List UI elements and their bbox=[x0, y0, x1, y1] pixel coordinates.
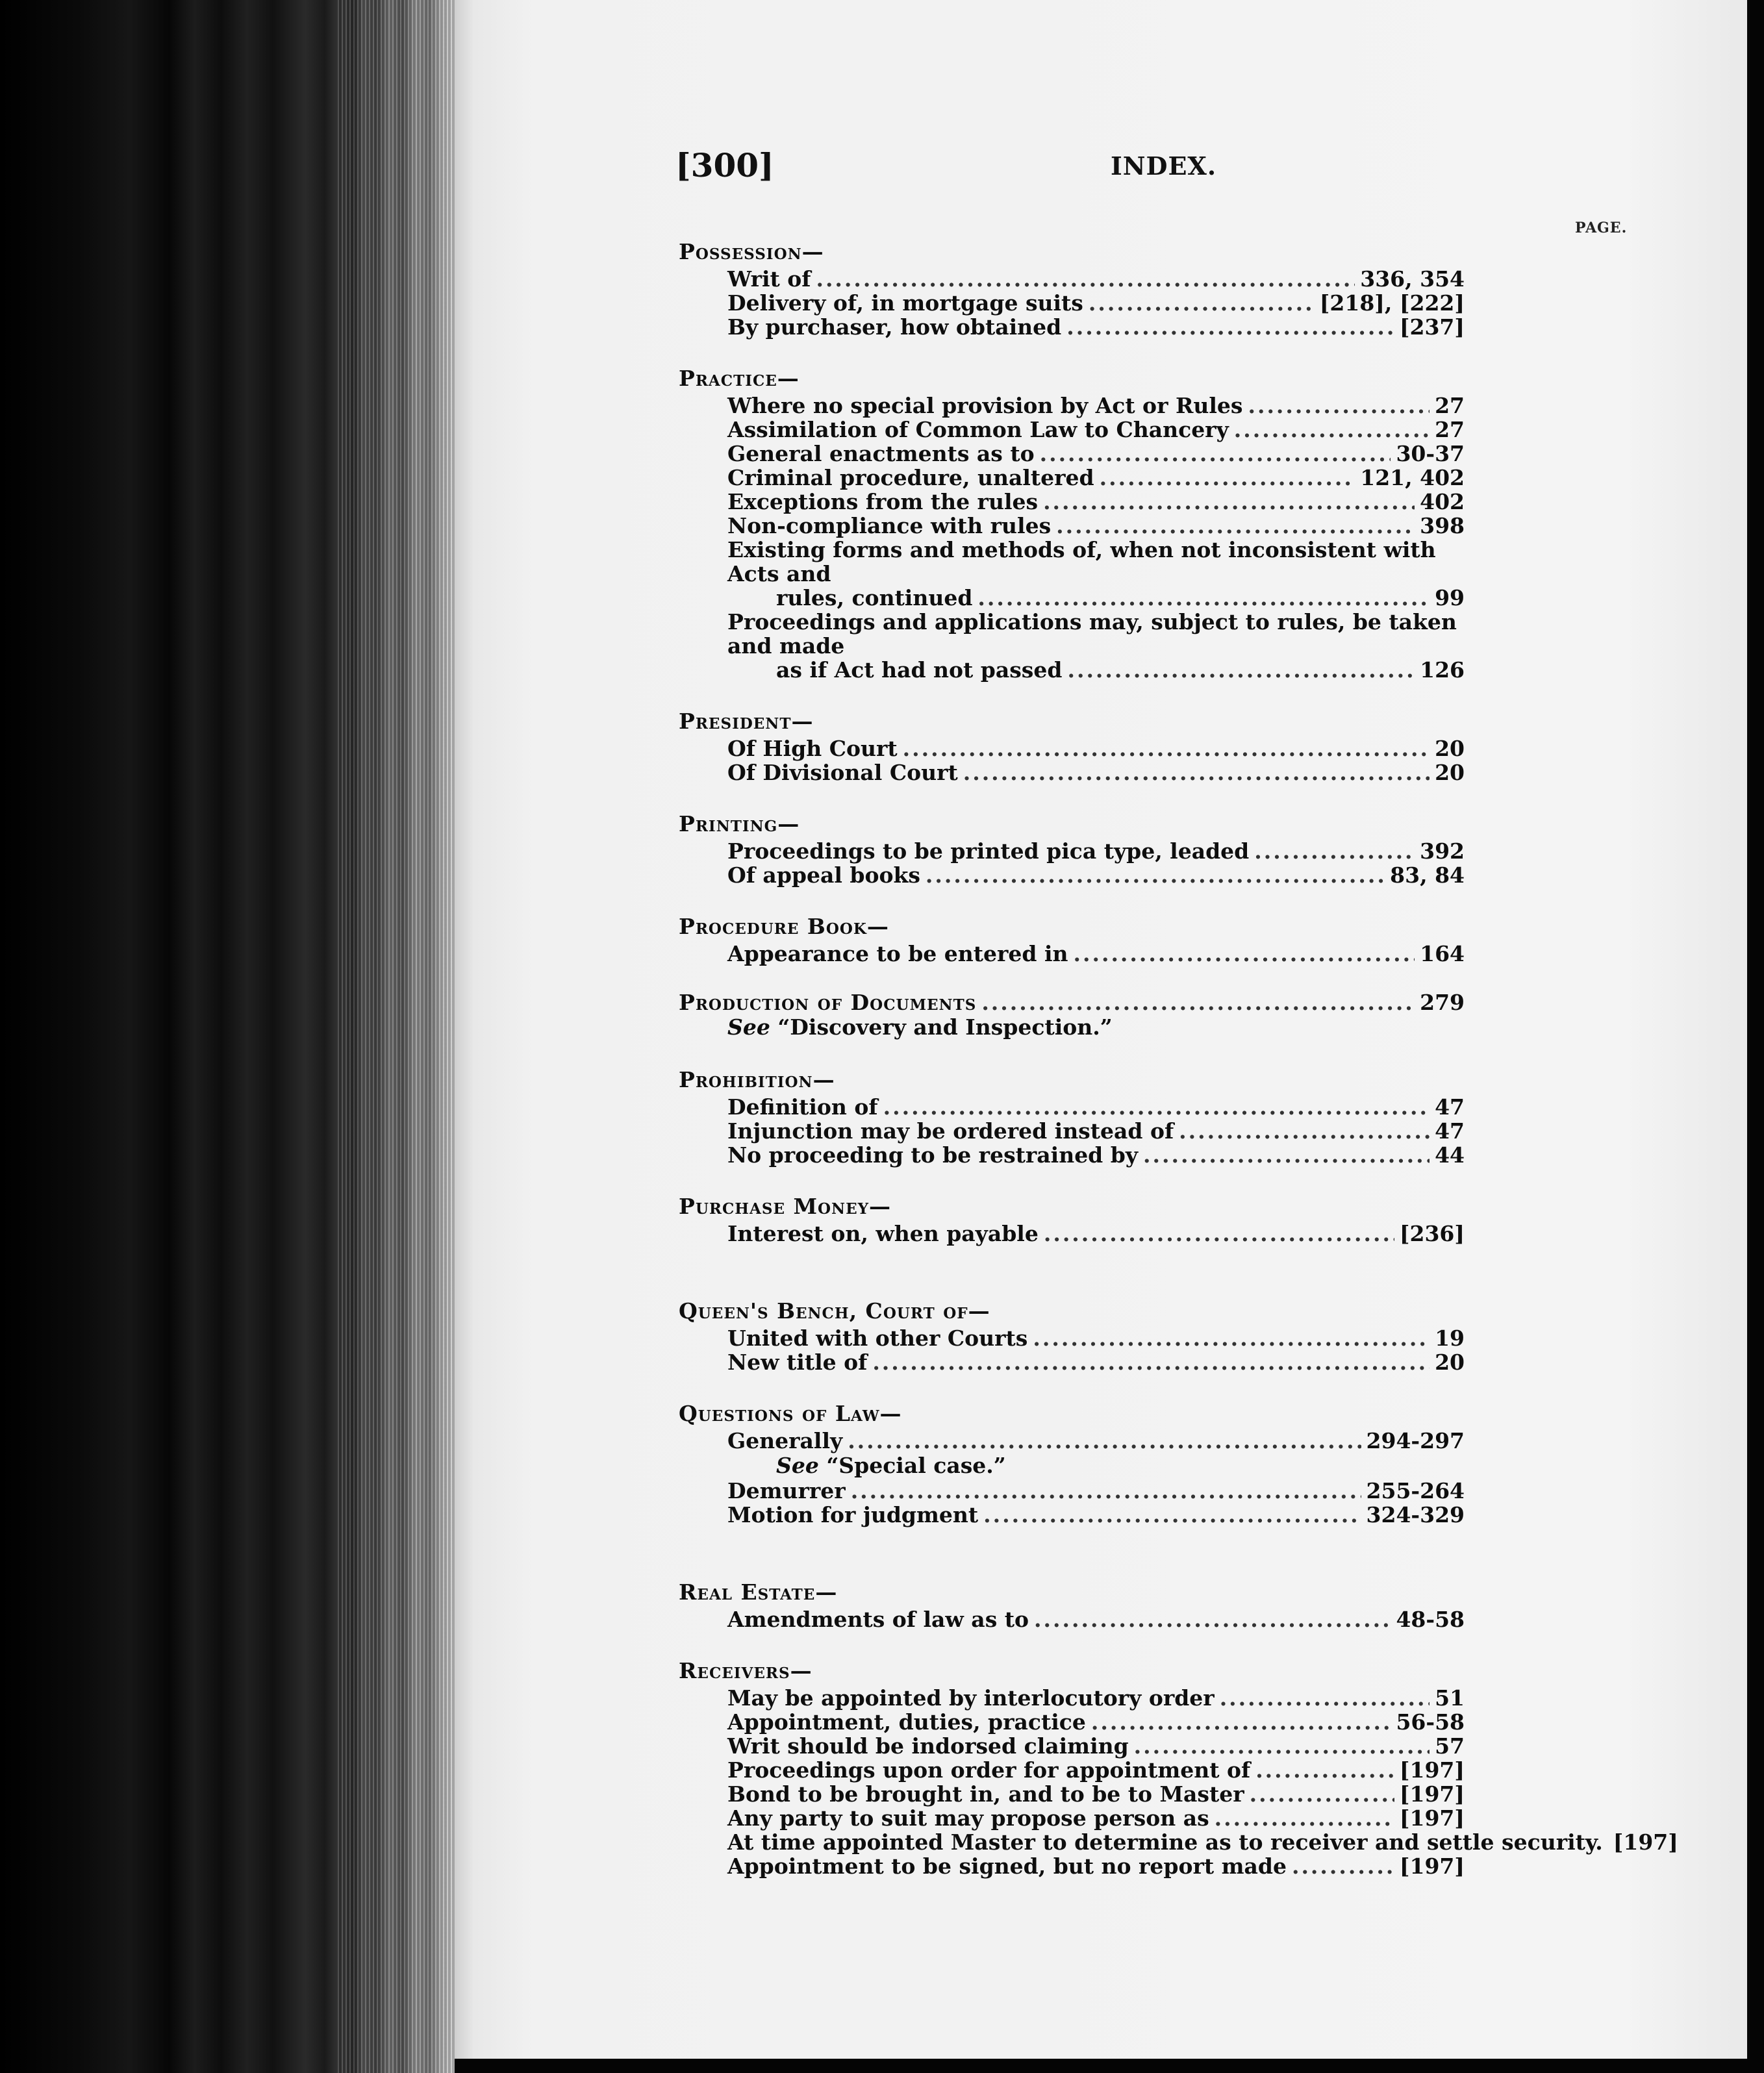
entry-page: [197] bbox=[1399, 1805, 1465, 1831]
entry-text: Appearance to be entered in bbox=[727, 941, 1068, 966]
book-spine-edge bbox=[0, 0, 455, 2073]
section-possession bbox=[679, 237, 1465, 339]
entry-page: [197] bbox=[1399, 1781, 1465, 1807]
section-heading: President— bbox=[679, 709, 814, 734]
section-printing bbox=[679, 809, 1465, 887]
index-entry bbox=[679, 1734, 1465, 1758]
entry-page: 83, 84 bbox=[1390, 862, 1465, 888]
see-reference bbox=[679, 1014, 1465, 1040]
entry-page: [197] bbox=[1613, 1829, 1678, 1855]
entry-text: By purchaser, how obtained bbox=[727, 314, 1062, 340]
page-edges bbox=[338, 0, 455, 2073]
entry-page: 20 bbox=[1435, 736, 1465, 761]
entry-text: May be appointed by interlocutory order bbox=[727, 1685, 1215, 1711]
entry-page: 20 bbox=[1435, 1350, 1465, 1375]
index-entry bbox=[679, 990, 1465, 1014]
section-purchase-money bbox=[679, 1192, 1465, 1246]
entry-text-line: Proceedings and applications may, subject to rules, be taken and made bbox=[727, 609, 1457, 659]
section-heading: Production of Documents bbox=[679, 990, 977, 1015]
index-entry bbox=[679, 514, 1465, 538]
entry-page: 51 bbox=[1435, 1685, 1465, 1711]
entry-page: 392 bbox=[1420, 838, 1465, 864]
section-president bbox=[679, 707, 1465, 785]
page-column-label: PAGE. bbox=[1575, 220, 1628, 236]
section-practice bbox=[679, 364, 1465, 682]
section-heading: Real Estate— bbox=[679, 1579, 838, 1605]
index-entry bbox=[679, 1710, 1465, 1734]
index-entry bbox=[679, 1806, 1465, 1830]
entry-text: At time appointed Master to determine as to receiver and settle security. bbox=[727, 1829, 1603, 1855]
entry-text: Writ should be indorsed claiming bbox=[727, 1733, 1129, 1759]
entry-page: [237] bbox=[1399, 314, 1465, 340]
page-number: [300] bbox=[675, 146, 774, 184]
index-page bbox=[455, 0, 1747, 2059]
section-real-estate bbox=[679, 1577, 1465, 1631]
index-entry bbox=[679, 1429, 1465, 1453]
index-entry bbox=[679, 1222, 1465, 1246]
index-entry bbox=[679, 1095, 1465, 1119]
entry-page: 255-264 bbox=[1366, 1478, 1465, 1503]
entry-page: 20 bbox=[1435, 760, 1465, 785]
entry-page: 44 bbox=[1435, 1142, 1465, 1168]
index-entry bbox=[679, 586, 1465, 610]
entry-page: [218], [222] bbox=[1319, 290, 1465, 316]
index-entry bbox=[679, 760, 1465, 785]
index-entry bbox=[679, 315, 1465, 339]
section-procedure-book bbox=[679, 912, 1465, 966]
section-production-of-documents bbox=[679, 990, 1465, 1040]
section-heading: Possession— bbox=[679, 239, 824, 264]
index-entry bbox=[679, 1479, 1465, 1503]
section-heading: Procedure Book— bbox=[679, 914, 889, 939]
page-title: INDEX. bbox=[1111, 151, 1217, 181]
entry-page: 47 bbox=[1435, 1118, 1465, 1144]
entry-text: No proceeding to be restrained by bbox=[727, 1142, 1138, 1168]
entry-text: Injunction may be ordered instead of bbox=[727, 1118, 1174, 1144]
index-entry bbox=[679, 466, 1465, 490]
entry-text: New title of bbox=[727, 1350, 868, 1375]
index-entry bbox=[679, 1326, 1465, 1350]
section-heading: Purchase Money— bbox=[679, 1194, 892, 1219]
entry-text: Bond to be brought in, and to be to Master bbox=[727, 1781, 1244, 1807]
entry-page: [197] bbox=[1399, 1853, 1465, 1879]
index-entry bbox=[679, 1350, 1465, 1374]
index-entry bbox=[679, 736, 1465, 760]
index-entry bbox=[679, 1607, 1465, 1631]
index-entry bbox=[679, 490, 1465, 514]
section-heading: Queen's Bench, Court of— bbox=[679, 1298, 990, 1324]
index-entry bbox=[679, 839, 1465, 863]
see-target: “Discovery and Inspection.” bbox=[777, 1014, 1113, 1040]
section-heading: Printing— bbox=[679, 811, 800, 836]
entry-page: 126 bbox=[1420, 657, 1465, 683]
section-receivers bbox=[679, 1656, 1678, 1879]
entry-text: Motion for judgment bbox=[727, 1502, 979, 1527]
page-header bbox=[675, 146, 1468, 192]
index-entry bbox=[679, 1119, 1465, 1143]
entry-text: Interest on, when payable bbox=[727, 1221, 1039, 1246]
entry-page: 30-37 bbox=[1396, 441, 1465, 466]
entry-page: [236] bbox=[1399, 1221, 1465, 1246]
see-word: See bbox=[727, 1014, 770, 1040]
index-entry bbox=[679, 942, 1465, 966]
entry-page: 27 bbox=[1435, 417, 1465, 442]
entry-page: 279 bbox=[1420, 990, 1465, 1015]
index-entry bbox=[679, 1854, 1465, 1878]
entry-page: [197] bbox=[1399, 1757, 1465, 1783]
entry-page: 57 bbox=[1435, 1733, 1465, 1759]
entry-text: Of appeal books bbox=[727, 862, 920, 888]
see-target: “Special case.” bbox=[826, 1453, 1006, 1478]
entry-text: Exceptions from the rules bbox=[727, 489, 1039, 514]
entry-page: 56-58 bbox=[1396, 1709, 1465, 1735]
section-heading: Practice— bbox=[679, 366, 800, 391]
entry-page: 398 bbox=[1420, 513, 1465, 538]
section-heading: Questions of Law— bbox=[679, 1401, 902, 1426]
index-entry bbox=[679, 394, 1465, 418]
section-heading: Prohibition— bbox=[679, 1067, 835, 1092]
entry-page: 47 bbox=[1435, 1094, 1465, 1120]
entry-page: 164 bbox=[1420, 941, 1465, 966]
entry-text: Appointment to be signed, but no report made bbox=[727, 1853, 1287, 1879]
section-questions-of-law bbox=[679, 1399, 1465, 1527]
entry-text: Where no special provision by Act or Rules bbox=[727, 393, 1243, 418]
entry-text: Definition of bbox=[727, 1094, 878, 1120]
entry-text: Any party to suit may propose person as bbox=[727, 1805, 1209, 1831]
entry-text: Assimilation of Common Law to Chancery bbox=[727, 417, 1229, 442]
entry-text: Amendments of law as to bbox=[727, 1607, 1029, 1632]
entry-text: Proceedings to be printed pica type, leaded bbox=[727, 838, 1250, 864]
index-entry bbox=[679, 1686, 1465, 1710]
entry-text: Of Divisional Court bbox=[727, 760, 958, 785]
section-prohibition bbox=[679, 1065, 1465, 1167]
index-entry bbox=[679, 1829, 1678, 1855]
index-entry bbox=[679, 418, 1465, 442]
entry-text: Delivery of, in mortgage suits bbox=[727, 290, 1083, 316]
entry-text: General enactments as to bbox=[727, 441, 1035, 466]
entry-page: 324-329 bbox=[1366, 1502, 1465, 1527]
index-entry bbox=[679, 863, 1465, 887]
entry-page: 294-297 bbox=[1366, 1428, 1465, 1453]
index-entry bbox=[679, 1143, 1465, 1167]
index-entry bbox=[679, 267, 1465, 291]
index-entry bbox=[679, 1758, 1465, 1782]
entry-text: Generally bbox=[727, 1428, 843, 1453]
entry-page: 48-58 bbox=[1396, 1607, 1465, 1632]
index-content bbox=[679, 237, 1678, 1903]
entry-text: Writ of bbox=[727, 266, 811, 292]
entry-page: 336, 354 bbox=[1360, 266, 1465, 292]
entry-page: 99 bbox=[1435, 585, 1465, 610]
index-entry bbox=[679, 442, 1465, 466]
index-entry bbox=[679, 1782, 1465, 1806]
entry-text: rules, continued bbox=[776, 585, 973, 610]
entry-text: United with other Courts bbox=[727, 1325, 1028, 1351]
entry-text: Non-compliance with rules bbox=[727, 513, 1052, 538]
entry-page: 19 bbox=[1435, 1325, 1465, 1351]
entry-text: Demurrer bbox=[727, 1478, 846, 1503]
entry-text: Proceedings upon order for appointment of bbox=[727, 1757, 1251, 1783]
entry-text: Criminal procedure, unaltered bbox=[727, 465, 1094, 490]
entry-page: 402 bbox=[1420, 489, 1465, 514]
entry-text-line: Existing forms and methods of, when not inconsistent with Acts and bbox=[727, 537, 1436, 586]
see-reference bbox=[679, 1453, 1465, 1479]
entry-text: as if Act had not passed bbox=[776, 657, 1063, 683]
section-heading: Receivers— bbox=[679, 1658, 813, 1683]
entry-text: Of High Court bbox=[727, 736, 898, 761]
entry-text: Appointment, duties, practice bbox=[727, 1709, 1086, 1735]
entry-page: 27 bbox=[1435, 393, 1465, 418]
index-entry bbox=[679, 291, 1465, 315]
section-queens-bench bbox=[679, 1296, 1465, 1374]
index-entry bbox=[679, 1503, 1465, 1527]
index-entry bbox=[679, 658, 1465, 682]
see-word: See bbox=[776, 1453, 819, 1478]
entry-page: 121, 402 bbox=[1360, 465, 1465, 490]
